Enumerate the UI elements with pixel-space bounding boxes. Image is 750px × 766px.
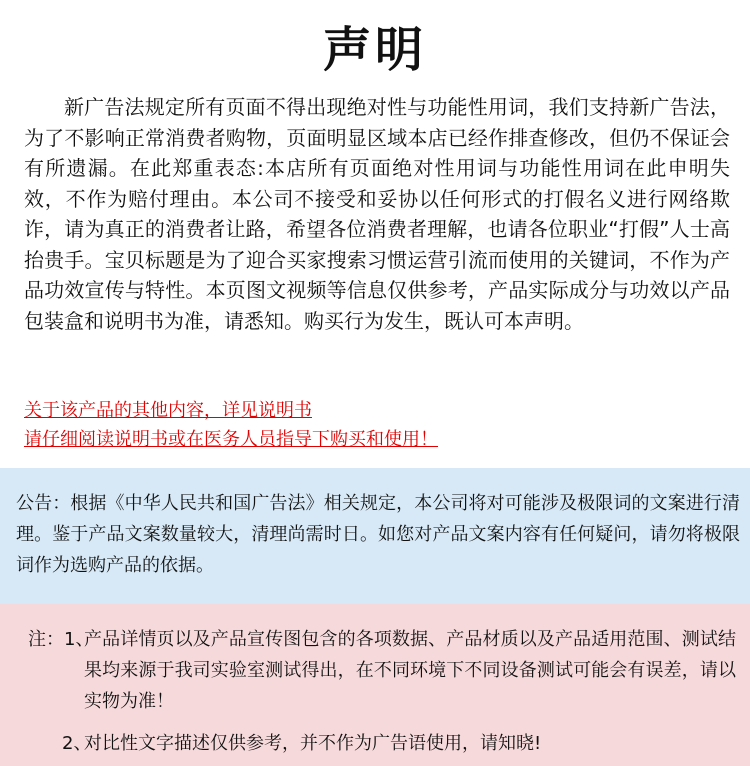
red-note-guidance: 请仔细阅读说明书或在医务人员指导下购买和使用！ [24,429,438,450]
notes-section [0,604,750,766]
statement-paragraph: 新广告法规定所有页面不得出现绝对性与功能性用词，我们支持新广告法，为了不影响正常消费者购物，页面明显区域本店已经作排查修改，但仍不保证会有所遗漏。在此郑重表态:本店所有页面绝对性用词与功能性用词在此申明失效，不作为赔付理由。本公司不接受和妥协以任何形式的打假名义进行网络欺诈，请为真正的消费者让路，希望各位消费者理解，也请各位职业“打假”人士高抬贵手。宝贝标题是为了迎合买家搜索习惯运营引流而使用的关键词，不作为产品功效宣传与特性。本页图文视频等信息仅供参考，产品实际成分与功效以产品包装盒和说明书为准，请悉知。购买行为发生，既认可本声明。 [24,95,730,333]
note-prefix: 注：1、 [28,629,94,650]
note-item-1 [0,624,750,717]
note-item-2-number: 2、 [62,733,92,754]
red-notes [24,396,724,454]
note-item-2-text: 对比性文字描述仅供参考，并不作为广告语使用，请知晓! [84,733,542,754]
page-title: 声明 [322,22,427,78]
red-note-manual: 关于该产品的其他内容，详见说明书 [24,400,312,421]
note-item-1-text: 产品详情页以及产品宣传图包含的各项数据、产品材质以及产品适用范围、测试结果均来源于我司实验室测试得出，在不同环境下不同设备测试可能会有误差，请以实物为准！ [84,629,736,712]
note-item-2 [0,728,750,759]
announcement-text: 公告：根据《中华人民共和国广告法》相关规定，本公司将对可能涉及极限词的文案进行清理。鉴于产品文案数量较大，清理尚需时日。如您对产品文案内容有任何疑问，请勿将极限词作为选购产品的依据。 [16,493,740,576]
announcement-section [0,468,750,604]
